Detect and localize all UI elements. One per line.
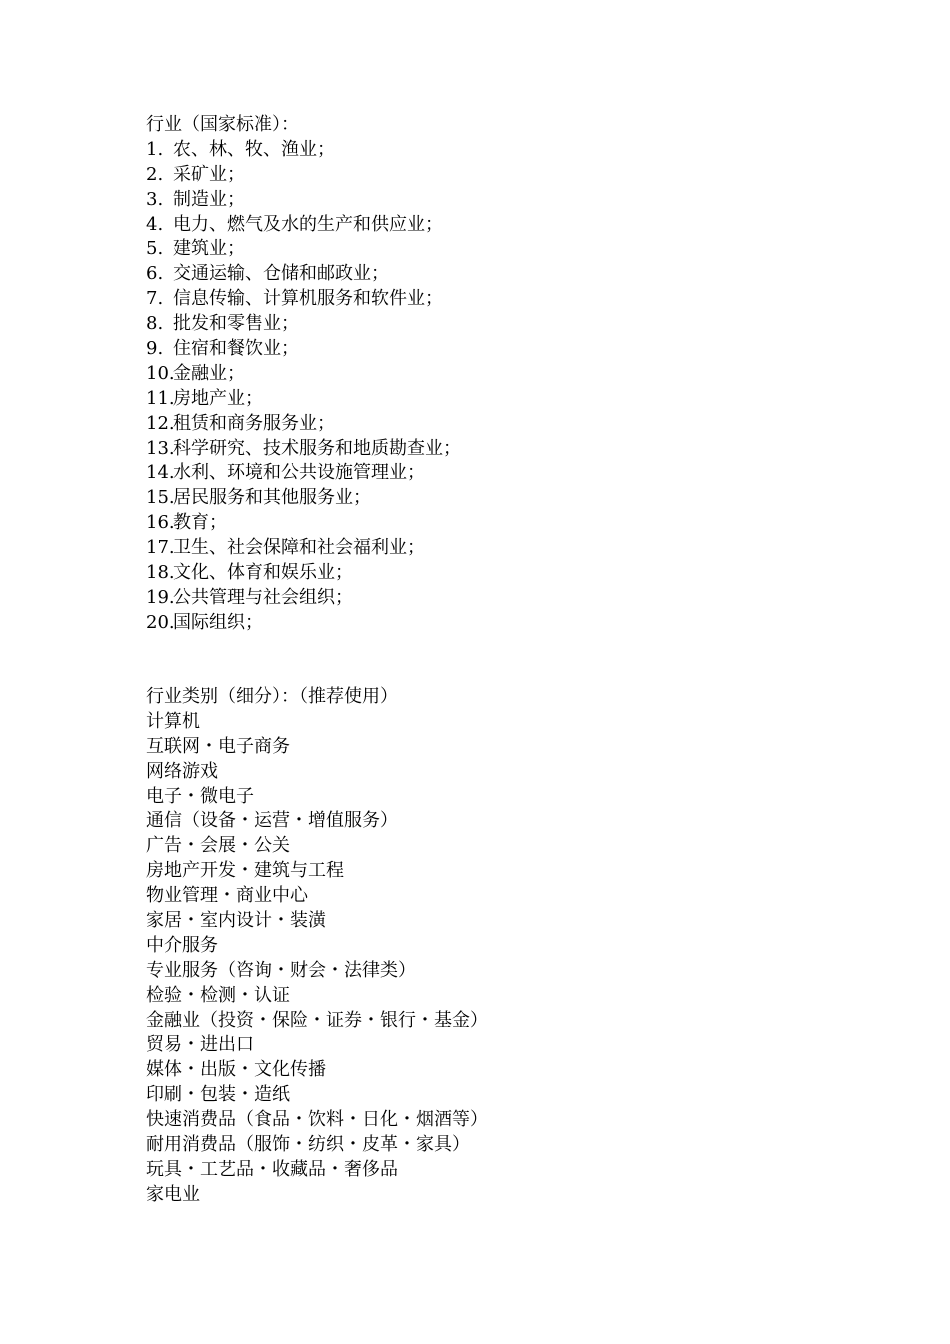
list-item-text: 科学研究、技术服务和地质勘查业； (173, 437, 461, 459)
standard-industry-list (146, 138, 461, 636)
detailed-industry-list (146, 710, 488, 1208)
detailed-list-item: 贸易・进出口 (146, 1034, 254, 1056)
list-item-number: 4. (146, 213, 164, 235)
list-item-number: 16. (146, 512, 175, 534)
standard-list-item (146, 461, 461, 486)
detailed-list-item: 电子・微电子 (146, 785, 254, 807)
list-item-number: 15. (146, 487, 175, 509)
standard-list-item (146, 188, 461, 213)
standard-list-item (146, 486, 461, 511)
detailed-list-item: 计算机 (146, 710, 200, 732)
list-item-text: 农、林、牧、渔业； (173, 138, 335, 160)
list-item-number: 1. (146, 138, 164, 160)
standard-list-item (146, 287, 461, 312)
list-item-text: 电力、燃气及水的生产和供应业； (173, 213, 443, 235)
detailed-list-item: 快速消费品（食品・饮料・日化・烟酒等） (146, 1109, 488, 1131)
list-item-number: 19. (146, 586, 175, 608)
detailed-list-item: 家电业 (146, 1183, 200, 1205)
standard-industry-section (146, 113, 461, 636)
list-item-text: 交通运输、仓储和邮政业； (173, 263, 389, 285)
standard-heading: 行业（国家标准）： (146, 114, 299, 135)
standard-list-item (146, 561, 461, 586)
detailed-list-item: 印刷・包装・造纸 (146, 1084, 290, 1106)
list-item-number: 18. (146, 562, 175, 584)
detailed-list-item: 房地产开发・建筑与工程 (146, 860, 344, 882)
list-item-number: 3. (146, 188, 164, 210)
standard-list-item (146, 611, 461, 636)
list-item-text: 住宿和餐饮业； (173, 338, 299, 360)
list-item-text: 水利、环境和公共设施管理业； (173, 462, 425, 484)
detailed-industry-section (146, 685, 488, 1208)
list-item-text: 文化、体育和娱乐业； (173, 562, 353, 584)
list-item-number: 6. (146, 263, 164, 285)
detailed-list-item: 通信（设备・运营・增值服务） (146, 810, 398, 832)
list-item-text: 信息传输、计算机服务和软件业； (173, 288, 443, 310)
list-item-number: 7. (146, 288, 164, 310)
standard-list-item (146, 262, 461, 287)
list-item-text: 建筑业； (173, 238, 245, 260)
standard-list-item (146, 213, 461, 238)
standard-list-item (146, 163, 461, 188)
detailed-list-item: 中介服务 (146, 934, 218, 956)
detailed-list-item: 金融业（投资・保险・证券・银行・基金） (146, 1009, 488, 1031)
list-item-number: 20. (146, 611, 175, 633)
list-item-number: 2. (146, 163, 164, 185)
standard-list-item (146, 387, 461, 412)
list-item-number: 9. (146, 338, 164, 360)
list-item-number: 13. (146, 437, 175, 459)
list-item-text: 采矿业； (173, 163, 245, 185)
list-item-number: 12. (146, 412, 175, 434)
detailed-heading: 行业类别（细分）：（推荐使用） (146, 686, 398, 707)
standard-list-item (146, 511, 461, 536)
detailed-list-item: 广告・会展・公关 (146, 835, 290, 857)
standard-list-item (146, 362, 461, 387)
list-item-text: 卫生、社会保障和社会福利业； (173, 537, 425, 559)
standard-list-item (146, 586, 461, 611)
list-item-number: 8. (146, 313, 164, 335)
standard-list-item (146, 337, 461, 362)
list-item-text: 房地产业； (173, 387, 263, 409)
list-item-number: 17. (146, 537, 175, 559)
detailed-list-item: 媒体・出版・文化传播 (146, 1059, 326, 1081)
detailed-list-item: 耐用消费品（服饰・纺织・皮革・家具） (146, 1134, 470, 1156)
list-item-text: 国际组织； (173, 611, 263, 633)
standard-list-item (146, 237, 461, 262)
detailed-list-item: 玩具・工艺品・收藏品・奢侈品 (146, 1158, 398, 1180)
list-item-text: 公共管理与社会组织； (173, 586, 353, 608)
list-item-number: 10. (146, 362, 175, 384)
standard-list-item (146, 312, 461, 337)
list-item-text: 批发和零售业； (173, 313, 299, 335)
standard-list-item (146, 412, 461, 437)
detailed-list-item: 互联网・电子商务 (146, 735, 290, 757)
standard-list-item (146, 138, 461, 163)
detailed-list-item: 网络游戏 (146, 760, 218, 782)
detailed-list-item: 专业服务（咨询・财会・法律类） (146, 959, 416, 981)
detailed-list-item: 家居・室内设计・装潢 (146, 910, 326, 932)
detailed-list-item: 检验・检测・认证 (146, 984, 290, 1006)
list-item-text: 居民服务和其他服务业； (173, 487, 371, 509)
list-item-number: 5. (146, 238, 164, 260)
list-item-number: 11. (146, 387, 175, 409)
standard-list-item (146, 437, 461, 462)
list-item-number: 14. (146, 462, 175, 484)
list-item-text: 金融业； (173, 362, 245, 384)
list-item-text: 制造业； (173, 188, 245, 210)
list-item-text: 教育； (173, 512, 227, 534)
standard-list-item (146, 536, 461, 561)
detailed-list-item: 物业管理・商业中心 (146, 885, 308, 907)
list-item-text: 租赁和商务服务业； (173, 412, 335, 434)
